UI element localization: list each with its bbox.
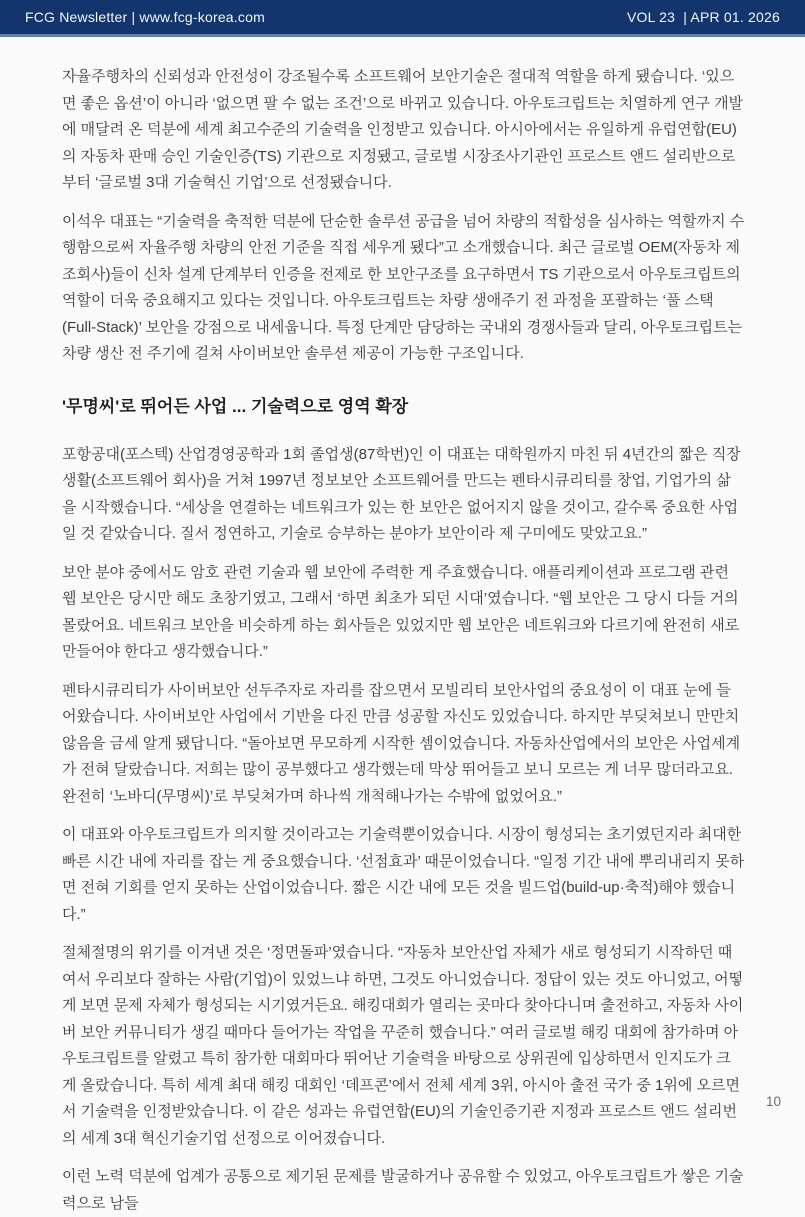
page-number: 10 bbox=[765, 1094, 781, 1109]
article-paragraph: 포항공대(포스텍) 산업경영공학과 1회 졸업생(87학번)인 이 대표는 대학원까지 마친 뒤 4년간의 짧은 직장생활(소프트웨어 회사)을 거쳐 1997년 정보보안 소프트웨어를 만드는 펜타시큐리티를 창업, 기업가의 삶을 시작했습니다. “세상을 연결하는 네트워크가 있는 한 보안은 없어지지 않을 것이고, 갈수록 중요한 사업일 것 같았습니다. 질서 정연하고, 기술로 승부하는 분야가 보안이라 제 구미에도 맞았고요.” bbox=[62, 445, 741, 542]
header-bar bbox=[0, 0, 805, 37]
section-heading: '무명씨'로 뛰어든 사업 ... 기술력으로 영역 확장 bbox=[62, 396, 409, 416]
article-paragraph: 절체절명의 위기를 이겨낸 것은 ‘정면돌파’였습니다. “자동차 보안산업 자체가 새로 형성되기 시작하던 때여서 우리보다 잘하는 사람(기업)이 있었느냐 하면, 그것도 아니었습니다. 정답이 있는 것도 아니었고, 어떻게 보면 문제 자체가 형성되는 시기였거든요. 해킹대회가 열리는 곳마다 찾아다니며 출전하고, 자동차 사이버 보안 커뮤니티가 생길 때마다 들어가는 작업을 꾸준히 했습니다.” 여러 글로벌 해킹 대회에 참가하며 아우토크립트를 알렸고 특히 참가한 대회마다 뛰어난 기술력을 바탕으로 상위권에 입상하면서 인지도가 크게 올랐습니다. 특히 세계 최대 해킹 대회인 ‘데프콘’에서 전체 세계 3위, 아시아 출전 국가 중 1위에 오르면서 기술력을 인정받았습니다. 이 같은 성과는 유럽연합(EU)의 기술인증기관 지정과 프로스트 앤드 설리번의 세계 3대 혁신기술기업 선정으로 이어졌습니다. bbox=[62, 944, 744, 1147]
article-body bbox=[0, 37, 805, 1217]
newsletter-title: FCG Newsletter | www.fcg-korea.com bbox=[25, 9, 265, 25]
article-paragraph: 이런 노력 덕분에 업계가 공통으로 제기된 문제를 발굴하거나 공유할 수 있었고, 아우토크립트가 쌓은 기술력으로 남들 bbox=[62, 1168, 744, 1212]
article-paragraph: 이석우 대표는 “기술력을 축적한 덕분에 단순한 솔루션 공급을 넘어 차량의 적합성을 심사하는 역할까지 수행함으로써 자율주행 차량의 안전 기준을 직접 세우게 됐다”고 소개했습니다. 최근 글로벌 OEM(자동차 제조회사)들이 신차 설계 단계부터 인증을 전제로 한 보안구조를 요구하면서 TS 기관으로서 아우토크립트의 역할이 더욱 중요해지고 있다는 것입니다. 아우토크립트는 차량 생애주기 전 과정을 포괄하는 ‘풀 스택(Full-Stack)’ 보안을 강점으로 내세웁니다. 특정 단계만 담당하는 국내외 경쟁사들과 달리, 아우토크립트는 차량 생산 전 주기에 걸쳐 사이버보안 솔루션 제공이 가능한 구조입니다. bbox=[62, 212, 745, 362]
article-paragraph: 자율주행차의 신뢰성과 안전성이 강조될수록 소프트웨어 보안기술은 절대적 역할을 하게 됐습니다. ‘있으면 좋은 옵션’이 아니라 ‘없으면 팔 수 없는 조건’으로 바뀌고 있습니다. 아우토크립트는 치열하게 연구 개발에 매달려 온 덕분에 세계 최고수준의 기술력을 인정받고 있습니다. 아시아에서는 유일하게 유럽연합(EU)의 자동차 판매 승인 기술인증(TS) 기관으로 지정됐고, 글로벌 시장조사기관인 프로스트 앤드 설리반으로부터 ‘글로벌 3대 기술혁신 기업’으로 선정됐습니다. bbox=[62, 68, 744, 191]
article-paragraph: 이 대표와 아우토크립트가 의지할 것이라고는 기술력뿐이었습니다. 시장이 형성되는 초기였던지라 최대한 빠른 시간 내에 자리를 잡는 게 중요했습니다. ‘선점효과’ 때문이었습니다. “일정 기간 내에 뿌리내리지 못하면 전혀 기회를 얻지 못하는 산업이었습니다. 짧은 시간 내에 모든 것을 빌드업(build-up·축적)해야 했습니다.” bbox=[62, 826, 745, 923]
article-paragraph: 보안 분야 중에서도 암호 관련 기술과 웹 보안에 주력한 게 주효했습니다. 애플리케이션과 프로그램 관련 웹 보안은 당시만 해도 초창기였고, 그래서 ‘하면 최초가 되던 시대’였습니다. “웹 보안은 그 당시 다들 거의 몰랐어요. 네트워크 보안을 비슷하게 하는 회사들은 있었지만 웹 보안은 네트워크와 다르기에 완전히 새로 만들어야 한다고 생각했습니다.” bbox=[62, 563, 740, 660]
article-paragraph: 펜타시큐리티가 사이버보안 선두주자로 자리를 잡으면서 모빌리티 보안사업의 중요성이 이 대표 눈에 들어왔습니다. 사이버보안 사업에서 기반을 다진 만큼 성공할 자신도 있었습니다. 하지만 부딪쳐보니 만만치 않음을 금세 알게 됐답니다. “돌아보면 무모하게 시작한 셈이었습니다. 자동차산업에서의 보안은 사업세계가 전혀 달랐습니다. 저희는 많이 공부했다고 생각했는데 막상 뛰어들고 보니 모르는 게 너무 많더라고요. 완전히 ‘노바디(무명씨)’로 부딪쳐가며 하나씩 개척해나가는 수밖에 없었어요.” bbox=[62, 681, 741, 805]
volume-date: VOL 23 | APR 01. 2026 bbox=[626, 9, 780, 25]
